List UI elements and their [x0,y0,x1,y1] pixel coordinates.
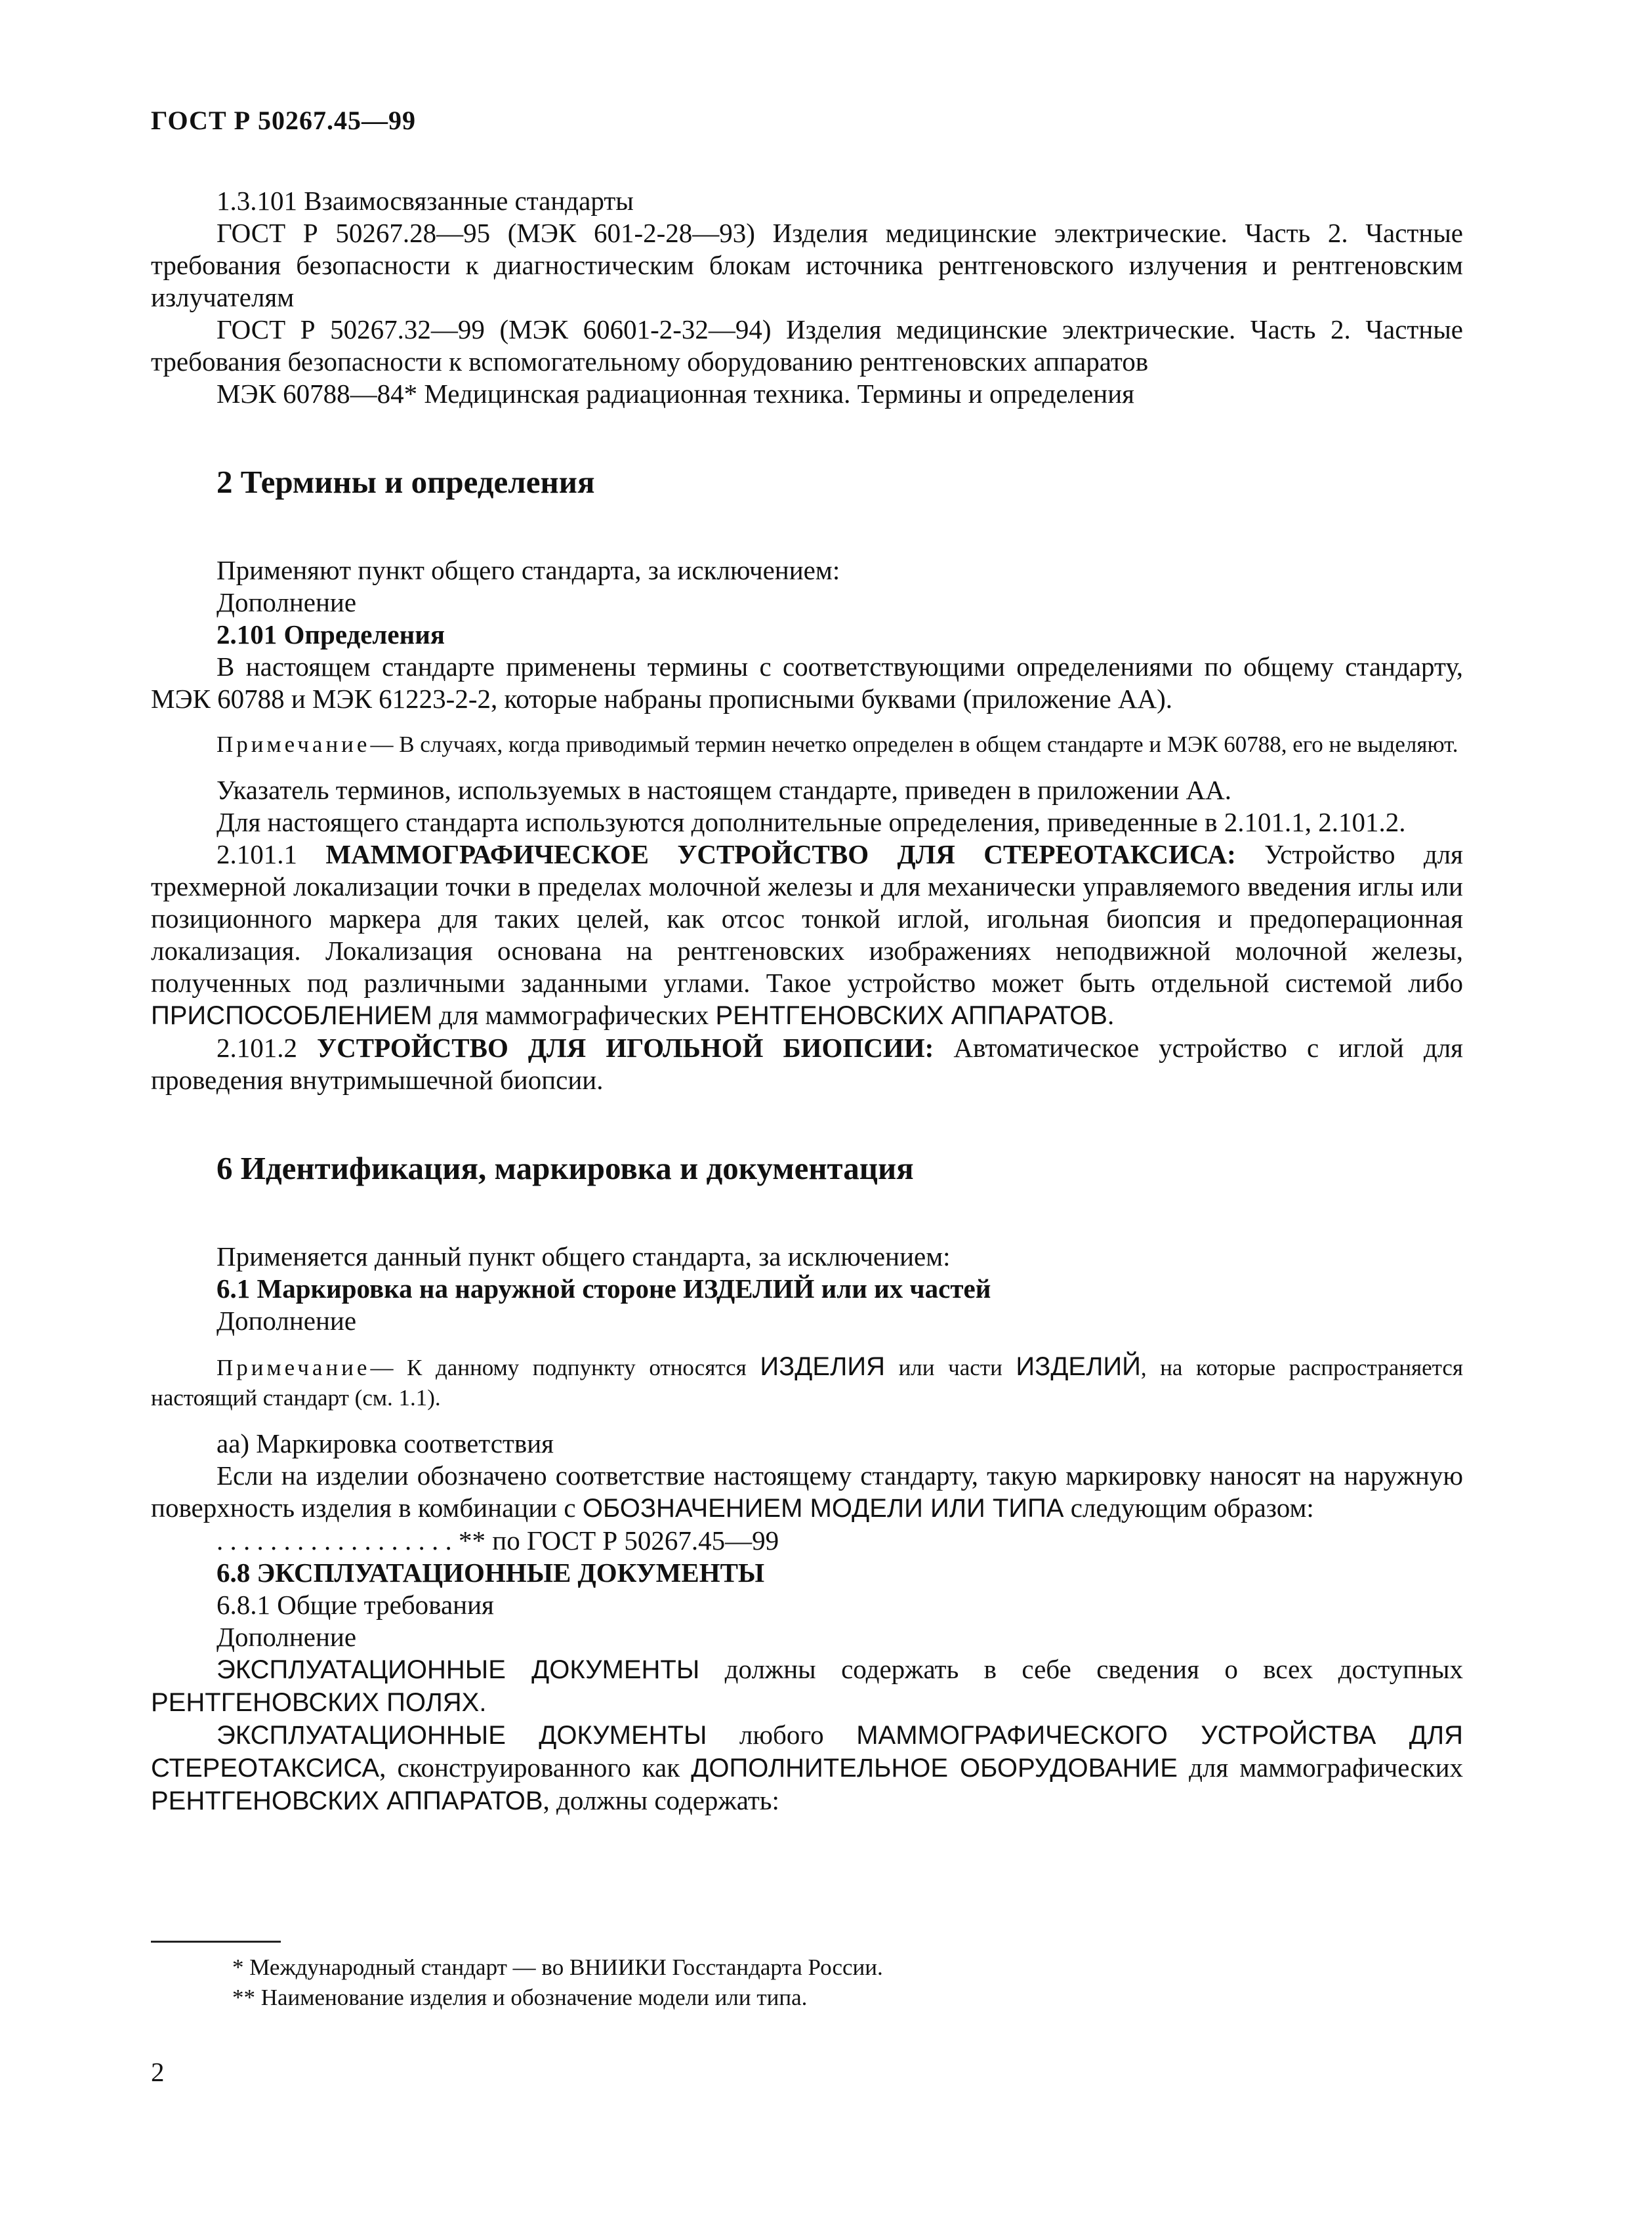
docs-text: любого [707,1720,857,1750]
definition-term: УСТРОЙСТВО ДЛЯ ИГОЛЬНОЙ БИОПСИИ: [317,1033,934,1063]
defined-term-caps: ЭКСПЛУАТАЦИОННЫЕ ДОКУМЕНТЫ [217,1721,707,1750]
running-header: ГОСТ Р 50267.45—99 [151,106,417,135]
page-number: 2 [151,2057,165,2087]
definition-text: Устройство для трехмерной локализации точки в пределах молочной железы и для механически управляемого введения иглы или позиционного маркера для таких целей, как отсос тонкой иглой, игольная биопсия и предоперационная локализация. Локализация основана на рентгеновских изображениях неподвижной молочной железы, полученных под различными заданными углами. Такое устройство может быть отдельной системой либо [151,839,1463,998]
conformity-marking-title: аа) Маркировка соответствия [217,1428,554,1458]
defined-term-caps: ИЗДЕЛИЯ [760,1352,885,1381]
section-6-note [151,1352,1463,1413]
defined-term-caps: ДОПОЛНИТЕЛЬНОЕ ОБОРУДОВАНИЕ [691,1754,1178,1783]
docs-text: для маммографических [1177,1752,1464,1783]
related-standard-gost-28: ГОСТ Р 50267.28—95 (МЭК 601-2-28—93) Изделия медицинские электрические. Часть 2. Частные требования безопасности к диагностическим блокам источника рентгеновского излучения и рентгеновским излучателям [151,218,1463,312]
definition-term: МАММОГРАФИЧЕСКОЕ УСТРОЙСТВО ДЛЯ СТЕРЕОТАКСИСА: [325,839,1236,869]
related-standard-gost-32: ГОСТ Р 50267.32—99 (МЭК 60601-2-32—94) Изделия медицинские электрические. Часть 2. Частные требования безопасности к вспомогательному оборудованию рентгеновских аппаратов [151,314,1463,377]
defined-term-caps: ИЗДЕЛИЙ [1016,1352,1141,1381]
marking-text: Если на изделии обозначено соответствие настоящему стандарту, такую маркировку наносят на наружную поверхность изделия в комбинации с [151,1460,1463,1523]
definitions-heading: 2.101 Определения [217,619,445,650]
footnote-1: * Международный стандарт — во ВНИИКИ Госстандарта России. [232,1954,883,1980]
section-2-body [151,554,1463,1096]
defined-term-caps: РЕНТГЕНОВСКИХ АППАРАТОВ [151,1787,543,1815]
marking-text: следующим образом: [1063,1493,1314,1523]
definition-number: 2.101.2 [217,1033,318,1063]
section-6-heading: 6 Идентификация, маркировка и документация [217,1150,914,1186]
defined-term-caps: ОБОЗНАЧЕНИЕМ МОДЕЛИ ИЛИ ТИПА [582,1494,1064,1523]
docs-text: , сконструированного как [379,1752,692,1783]
section-2-intro: Применяют пункт общего стандарта, за исключением: [217,555,840,585]
definition-text: для маммографических [432,1000,716,1030]
defined-term-caps: МАММОГРАФИЧЕСКОГО УСТРОЙСТВА ДЛЯ СТЕРЕОТАКСИСА [151,1721,1463,1783]
subsection-6-1-heading: 6.1 Маркировка на наружной стороне ИЗДЕЛИЙ или их частей [217,1273,991,1304]
section-6-intro: Применяется данный пункт общего стандарта, за исключением: [217,1241,951,1271]
footnote-2: ** Наименование изделия и обозначение модели или типа. [232,1985,808,2010]
marking-example-line: . . . . . . . . . . . . . . . . . . ** по ГОСТ Р 50267.45—99 [217,1525,779,1556]
note-lead: Примечание [217,1355,371,1380]
definitions-text: В настоящем стандарте применены термины с соответствующими определениями по общему стандарту, МЭК 60788 и МЭК 61223-2-2, которые набраны прописными буквами (приложение АА). [151,651,1463,714]
subsection-6-8-1-title: 6.8.1 Общие требования [217,1590,494,1620]
defined-term-caps: ЭКСПЛУАТАЦИОННЫЕ ДОКУМЕНТЫ [217,1655,700,1684]
definition-number: 2.101.1 [217,839,326,869]
page-body [151,185,1463,1817]
term-index-text: Указатель терминов, используемых в настоящем стандарте, приведен в приложении АА. [217,775,1232,805]
note-text: или части [884,1355,1016,1380]
related-standard-iec-60788: МЭК 60788—84* Медицинская радиационная техника. Термины и определения [217,379,1135,409]
docs-text: , должны содержать: [543,1785,779,1815]
definition-2-101-2 [151,1032,1463,1096]
note-lead: Примечание [217,732,371,757]
section-2-note [151,730,1463,760]
conformity-marking-text [151,1460,1463,1525]
defined-term-caps: РЕНТГЕНОВСКИХ ПОЛЯХ. [151,1688,487,1717]
operating-docs-paragraph-2 [151,1719,1463,1817]
subsection-6-1-addition: Дополнение [217,1306,357,1336]
subsection-6-8-heading: 6.8 ЭКСПЛУАТАЦИОННЫЕ ДОКУМЕНТЫ [217,1558,765,1588]
subsection-6-8-1-addition: Дополнение [217,1622,357,1652]
definition-2-101-1 [151,838,1463,1032]
section-2-addition: Дополнение [217,587,357,617]
footnote-separator [151,1941,281,1943]
defined-term-caps: ПРИСПОСОБЛЕНИЕМ [151,1001,432,1030]
defined-term-caps: РЕНТГЕНОВСКИХ АППАРАТОВ [715,1001,1107,1030]
footnotes [151,1953,1463,2013]
operating-docs-paragraph-1 [151,1653,1463,1719]
definition-text: Автоматическое устройство с иглой для проведения внутримышечной биопсии. [151,1033,1464,1095]
extra-definitions-text: Для настоящего стандарта используются дополнительные определения, приведенные в 2.101.1, 2.101.2. [217,807,1406,837]
definition-text: . [1107,1000,1115,1030]
related-standards-title: 1.3.101 Взаимосвязанные стандарты [217,186,634,216]
section-1-related-standards [151,185,1463,410]
section-6-body [151,1241,1463,1817]
note-text: — К данному подпункту относятся [370,1355,760,1380]
section-2-heading: 2 Термины и определения [217,464,595,500]
note-text: , на которые распространяется настоящий стандарт (см. 1.1). [151,1355,1463,1411]
docs-text: должны содержать в себе сведения о всех доступных [699,1654,1464,1684]
note-text: — В случаях, когда приводимый термин нечетко определен в общем стандарте и МЭК 60788, его не выделяют. [370,732,1458,757]
